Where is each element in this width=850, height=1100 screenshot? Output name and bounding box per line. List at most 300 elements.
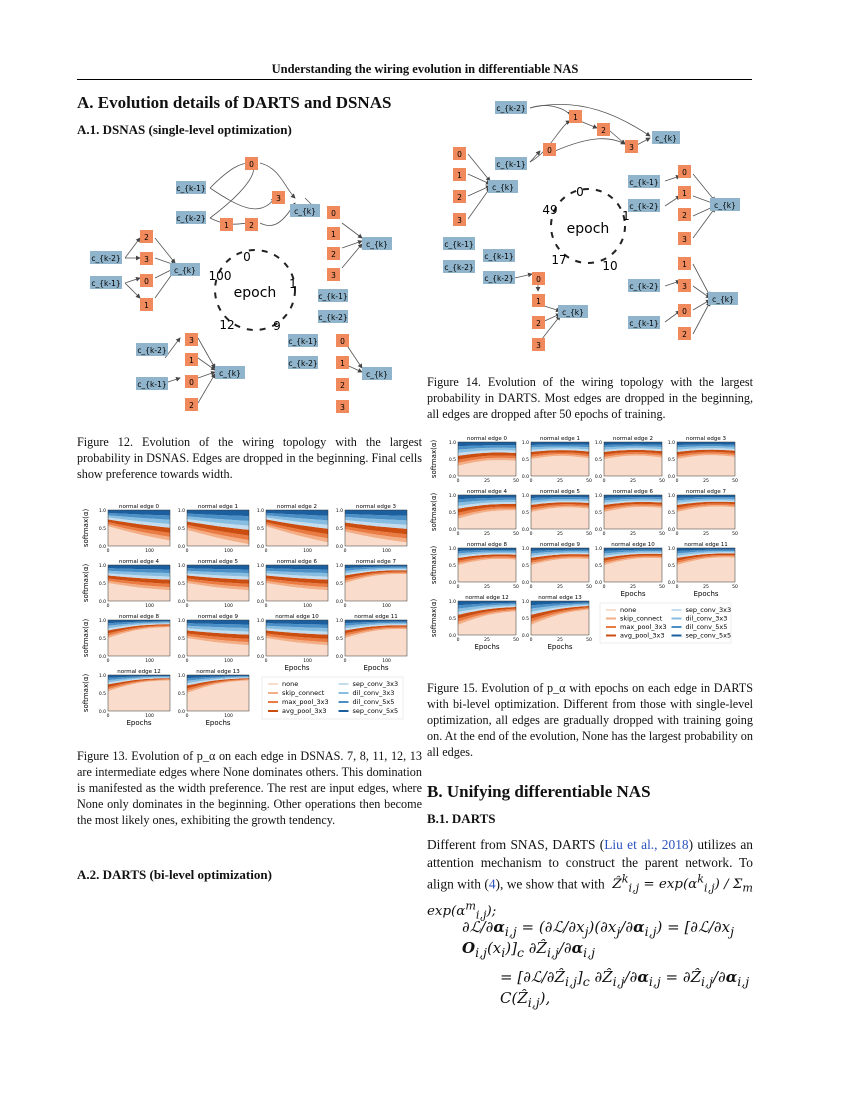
x-tick-label: 100: [224, 549, 233, 554]
x-tick-label: 100: [224, 714, 233, 719]
x-tick-label: 25: [630, 585, 636, 590]
figure14-epoch-49: 49: [542, 203, 558, 217]
edge-panel-7: [336, 559, 407, 609]
y-tick-label: 0.5: [98, 527, 106, 532]
x-tick-label: 25: [703, 585, 709, 590]
y-tick-label: 0.0: [98, 655, 106, 660]
x-tick-label: 50: [513, 585, 519, 590]
svg-text:c_{k-1}: c_{k-1}: [137, 380, 167, 389]
figure14-epoch-1: 1: [622, 209, 630, 223]
x-tick-label: 0: [106, 659, 110, 664]
figure12-epoch-1: 1: [289, 277, 297, 291]
x-tick-label: 100: [145, 604, 154, 609]
svg-text:0: 0: [249, 160, 254, 169]
y-tick-label: 1.0: [521, 600, 529, 605]
svg-text:1: 1: [573, 113, 578, 122]
legend-item-dil_conv_5x5: dil_conv_5x5: [352, 698, 395, 706]
y-tick-label: 1.0: [448, 547, 456, 552]
x-tick-label: 50: [513, 532, 519, 537]
figure15-chart: [428, 432, 758, 662]
legend-item-dil_conv_3x3: dil_conv_3x3: [685, 614, 728, 623]
x-tick-label: 0: [675, 585, 679, 590]
svg-text:2: 2: [249, 221, 254, 230]
y-tick-label: 1.0: [256, 509, 264, 514]
x-tick-label: 100: [382, 659, 391, 664]
x-axis-label: Epochs: [474, 643, 500, 651]
y-tick-label: 0.0: [256, 545, 264, 550]
svg-text:1: 1: [144, 301, 149, 310]
x-tick-label: 0: [675, 479, 679, 484]
y-tick-label: 0.5: [667, 458, 675, 463]
svg-text:c_{k-2}: c_{k-2}: [444, 263, 474, 272]
y-tick-label: 1.0: [594, 441, 602, 446]
svg-text:0: 0: [189, 378, 194, 387]
y-tick-label: 1.0: [335, 619, 343, 624]
y-tick-label: 0.0: [667, 581, 675, 586]
panel-title: normal edge 11: [354, 614, 398, 620]
area-none: [604, 456, 662, 476]
svg-text:c_{k-2}: c_{k-2}: [484, 274, 514, 283]
running-title: Understanding the wiring evolution in differentiable NAS: [271, 62, 579, 76]
legend-item-sep_conv_3x3: sep_conv_3x3: [685, 606, 732, 614]
y-tick-label: 1.0: [256, 564, 264, 569]
svg-text:c_{k-2}: c_{k-2}: [318, 313, 348, 322]
svg-text:2: 2: [682, 211, 687, 220]
svg-text:2: 2: [144, 233, 149, 242]
x-axis-label: Epochs: [284, 664, 310, 672]
legend-item-sep_conv_5x5: sep_conv_5x5: [352, 707, 399, 715]
y-tick-label: 0.5: [448, 564, 456, 569]
y-tick-label: 1.0: [256, 619, 264, 624]
y-tick-label: 1.0: [177, 674, 185, 679]
svg-text:c_{k-1}: c_{k-1}: [176, 184, 206, 193]
figure12-epoch-0: 0: [243, 250, 251, 264]
x-tick-label: 0: [343, 549, 347, 554]
svg-text:c_{k-1}: c_{k-1}: [496, 160, 526, 169]
figure12-diagram: [80, 148, 400, 418]
panel-title: normal edge 2: [612, 436, 654, 442]
y-tick-label: 0.5: [177, 527, 185, 532]
svg-text:2: 2: [457, 193, 462, 202]
panel-title: normal edge 11: [684, 542, 728, 548]
y-tick-label: 0.0: [667, 475, 675, 480]
y-tick-label: 0.5: [667, 511, 675, 516]
x-tick-label: 0: [456, 532, 460, 537]
edge-panel-6: [257, 559, 328, 609]
svg-text:0: 0: [682, 168, 687, 177]
legend: [600, 603, 731, 643]
y-tick-label: 0.0: [98, 545, 106, 550]
svg-text:c_{k}: c_{k}: [492, 183, 514, 192]
y-tick-label: 0.5: [177, 637, 185, 642]
x-tick-label: 50: [732, 585, 738, 590]
x-tick-label: 0: [185, 659, 189, 664]
x-tick-label: 0: [456, 479, 460, 484]
x-tick-label: 50: [659, 532, 665, 537]
y-tick-label: 0.5: [335, 637, 343, 642]
x-tick-label: 50: [513, 479, 519, 484]
panel-title: normal edge 10: [611, 542, 655, 548]
x-tick-label: 0: [343, 659, 347, 664]
svg-text:0: 0: [331, 209, 336, 218]
y-tick-label: 1.0: [177, 564, 185, 569]
area-none: [604, 507, 662, 529]
x-axis-label: Epochs: [363, 664, 389, 672]
svg-text:c_{k-2}: c_{k-2}: [288, 359, 318, 368]
display-equation-line-2: = $[\partial ℒ/\partial Ẑ_{i,j}]_c$ $\partial Ẑ_{i,j}/\partial\alpha_{i,j}$ = $\partial Ẑ_{i,j}/\partial\alpha_{i,j}$ C(Ẑ$_{i,j}$),: [500, 968, 750, 1010]
svg-text:0: 0: [144, 277, 149, 286]
y-tick-label: 1.0: [98, 509, 106, 514]
x-tick-label: 25: [484, 585, 490, 590]
x-tick-label: 100: [145, 659, 154, 664]
svg-text:1: 1: [682, 260, 687, 269]
panel-title: normal edge 0: [118, 504, 160, 510]
x-tick-label: 100: [303, 549, 312, 554]
svg-text:2: 2: [601, 126, 606, 135]
svg-text:2: 2: [536, 319, 541, 328]
y-tick-label: 1.0: [98, 564, 106, 569]
panel-title: normal edge 9: [539, 542, 581, 548]
x-tick-label: 50: [513, 638, 519, 643]
svg-text:c_{k}: c_{k}: [562, 308, 584, 317]
panel-title: normal edge 9: [197, 614, 239, 620]
svg-text:c_{k}: c_{k}: [714, 201, 736, 210]
x-tick-label: 0: [185, 549, 189, 554]
figure14-epoch-label: epoch: [566, 221, 610, 237]
legend-item-none: none: [282, 680, 299, 688]
y-tick-label: 1.0: [521, 494, 529, 499]
svg-text:c_{k-2}: c_{k-2}: [176, 214, 206, 223]
y-tick-label: 0.0: [521, 581, 529, 586]
svg-text:0: 0: [340, 337, 345, 346]
edge-panel-10: [595, 542, 665, 590]
edge-panel-7: [668, 489, 738, 537]
legend-item-skip_connect: skip_connect: [282, 689, 325, 697]
legend-item-max_pool_3x3: max_pool_3x3: [282, 698, 329, 706]
y-tick-label: 0.0: [594, 475, 602, 480]
y-tick-label: 0.5: [594, 564, 602, 569]
y-tick-label: 0.5: [335, 582, 343, 587]
panel-title: normal edge 6: [612, 489, 654, 495]
y-axis-label: softmax(α): [430, 492, 438, 532]
x-tick-label: 100: [382, 549, 391, 554]
x-tick-label: 0: [106, 714, 110, 719]
figure13-chart: [80, 497, 420, 735]
edge-panel-2: [595, 436, 665, 484]
x-tick-label: 0: [529, 585, 533, 590]
legend-item-max_pool_3x3: max_pool_3x3: [620, 623, 667, 631]
svg-text:c_{k-1}: c_{k-1}: [484, 252, 514, 261]
svg-text:c_{k-1}: c_{k-1}: [288, 337, 318, 346]
svg-text:c_{k-2}: c_{k-2}: [629, 282, 659, 291]
figure14-epoch-0: 0: [576, 185, 584, 199]
y-tick-label: 1.0: [594, 494, 602, 499]
area-none: [531, 507, 589, 529]
svg-text:2: 2: [340, 381, 345, 390]
svg-text:c_{k-2}: c_{k-2}: [496, 104, 526, 113]
edge-panel-11: [336, 614, 407, 664]
edge-panel-11: [668, 542, 738, 590]
section-a-title: A. Evolution details of DARTS and DSNAS: [77, 93, 392, 112]
x-tick-label: 0: [602, 585, 606, 590]
x-tick-label: 25: [557, 585, 563, 590]
figure14-caption-text: Evolution of the wiring topology with the largest probability in DARTS. Most edges are dropped in the beginning, all edges are dropped after 50 epochs of training.: [427, 375, 754, 421]
svg-text:0: 0: [682, 307, 687, 316]
panel-title: normal edge 7: [685, 489, 727, 495]
y-tick-label: 0.5: [98, 582, 106, 587]
x-tick-label: 0: [675, 532, 679, 537]
edge-panel-12: [449, 595, 519, 643]
y-tick-label: 1.0: [448, 441, 456, 446]
svg-text:c_{k-1}: c_{k-1}: [629, 178, 659, 187]
x-tick-label: 0: [264, 659, 268, 664]
svg-text:3: 3: [340, 403, 345, 412]
y-tick-label: 1.0: [335, 509, 343, 514]
edge-panel-6: [595, 489, 665, 537]
panel-title: normal edge 13: [538, 595, 582, 601]
svg-text:0: 0: [457, 150, 462, 159]
citation-liu-2018[interactable]: Liu et al., 2018: [604, 837, 689, 852]
x-tick-label: 0: [264, 549, 268, 554]
section-b1-paragraph: Different from SNAS, DARTS (Liu et al., 2018) utilizes an attention mechanism to construct the parent network. To align with (4), we show that with Ẑ$^k_{i,j}$ = $\exp(\alpha^k_{i,j}) / \Sigma_m$ $\exp(\alpha^m_{i,j})$;: [427, 837, 753, 922]
x-tick-label: 25: [484, 638, 490, 643]
y-tick-label: 0.0: [448, 475, 456, 480]
svg-text:3: 3: [682, 235, 687, 244]
edge-panel-0: [449, 436, 519, 484]
figure12-epoch-12: 12: [219, 318, 235, 332]
y-tick-label: 0.0: [521, 634, 529, 639]
y-tick-label: 1.0: [98, 619, 106, 624]
svg-text:c_{k}: c_{k}: [219, 369, 241, 378]
x-tick-label: 100: [303, 659, 312, 664]
svg-text:3: 3: [144, 255, 149, 264]
y-tick-label: 0.5: [521, 511, 529, 516]
subsection-a1-title: A.1. DSNAS (single-level optimization): [77, 122, 292, 137]
panel-title: normal edge 0: [466, 436, 508, 442]
y-axis-label: softmax(α): [82, 508, 90, 548]
svg-text:c_{k}: c_{k}: [366, 240, 388, 249]
svg-text:3: 3: [331, 271, 336, 280]
svg-text:c_{k-1}: c_{k-1}: [629, 319, 659, 328]
y-tick-label: 0.5: [177, 582, 185, 587]
svg-text:c_{k-2}: c_{k-2}: [137, 346, 167, 355]
area-none: [531, 456, 589, 476]
figure12-epoch-100: 100: [208, 269, 232, 283]
y-tick-label: 0.0: [594, 528, 602, 533]
panel-title: normal edge 5: [539, 489, 581, 495]
x-tick-label: 0: [106, 604, 110, 609]
y-tick-label: 0.5: [448, 458, 456, 463]
y-tick-label: 0.0: [177, 655, 185, 660]
edge-panel-4: [99, 559, 170, 609]
x-tick-label: 0: [264, 604, 268, 609]
x-axis-label: Epochs: [126, 719, 152, 727]
edge-panel-9: [178, 614, 249, 664]
y-tick-label: 0.0: [594, 581, 602, 586]
x-tick-label: 0: [456, 638, 460, 643]
svg-text:c_{k-2}: c_{k-2}: [91, 254, 121, 263]
y-tick-label: 0.0: [667, 528, 675, 533]
svg-text:c_{k-1}: c_{k-1}: [91, 279, 121, 288]
y-tick-label: 1.0: [667, 494, 675, 499]
x-tick-label: 50: [586, 532, 592, 537]
svg-text:3: 3: [457, 216, 462, 225]
svg-text:c_{k-2}: c_{k-2}: [629, 202, 659, 211]
y-tick-label: 0.5: [521, 458, 529, 463]
y-tick-label: 1.0: [521, 547, 529, 552]
svg-text:3: 3: [276, 194, 281, 203]
x-tick-label: 0: [529, 638, 533, 643]
legend-item-dil_conv_3x3: dil_conv_3x3: [352, 689, 395, 697]
y-tick-label: 1.0: [667, 441, 675, 446]
panel-title: normal edge 7: [355, 559, 397, 565]
x-tick-label: 0: [343, 604, 347, 609]
panel-title: normal edge 3: [685, 436, 727, 442]
svg-text:0: 0: [547, 146, 552, 155]
panel-title: normal edge 10: [275, 614, 319, 620]
svg-text:c_{k-1}: c_{k-1}: [444, 240, 474, 249]
figure12-caption-text: Evolution of the wiring topology with the largest probability in DSNAS. Edges are dropped in the beginning. Final cells show preference towards width.: [77, 435, 422, 481]
y-axis-label: softmax(α): [82, 563, 90, 603]
legend-item-avg_pool_3x3: avg_pool_3x3: [620, 631, 665, 640]
x-tick-label: 0: [456, 585, 460, 590]
y-tick-label: 0.0: [256, 600, 264, 605]
y-tick-label: 0.5: [177, 692, 185, 697]
y-tick-label: 0.5: [594, 458, 602, 463]
x-tick-label: 100: [145, 549, 154, 554]
y-tick-label: 0.0: [448, 528, 456, 533]
figure15-caption: Figure 15. Evolution of p_α with epochs on each edge in DARTS with bi-level optimization. Different from those with single-level optimization, all edges are gradually dropped with training going on. At the end of the evolution, None has the largest probability on all edges.: [427, 681, 754, 759]
panel-title: normal edge 4: [118, 559, 160, 565]
y-tick-label: 0.0: [177, 545, 185, 550]
x-axis-label: Epochs: [547, 643, 573, 651]
svg-text:c_{k}: c_{k}: [712, 295, 734, 304]
edge-panel-13: [522, 595, 592, 643]
y-axis-label: softmax(α): [430, 545, 438, 585]
panel-title: normal edge 1: [539, 436, 581, 442]
y-tick-label: 0.5: [667, 564, 675, 569]
edge-panel-0: [99, 504, 170, 554]
y-tick-label: 0.0: [177, 600, 185, 605]
x-axis-label: Epochs: [205, 719, 231, 727]
edge-panel-2: [257, 504, 328, 554]
y-tick-label: 1.0: [448, 600, 456, 605]
svg-text:2: 2: [331, 250, 336, 259]
svg-text:c_{k}: c_{k}: [294, 207, 316, 216]
area-none: [677, 455, 735, 476]
figure15-caption-text: Evolution of p_α with epochs on each edge in DARTS with bi-level optimization. Different from those with single-level optimization, all edges are gradually dropped with training going on. At the end of the evolution, None has the largest probability on all edges.: [427, 681, 754, 759]
y-tick-label: 0.0: [335, 545, 343, 550]
x-tick-label: 50: [732, 479, 738, 484]
edge-panel-1: [178, 504, 249, 554]
svg-text:1: 1: [682, 189, 687, 198]
legend-item-dil_conv_5x5: dil_conv_5x5: [685, 623, 728, 631]
svg-text:1: 1: [340, 359, 345, 368]
edge-panel-1: [522, 436, 592, 484]
x-tick-label: 100: [145, 714, 154, 719]
y-axis-label: softmax(α): [430, 439, 438, 479]
panel-title: normal edge 8: [118, 614, 160, 620]
x-tick-label: 100: [224, 659, 233, 664]
x-tick-label: 50: [659, 585, 665, 590]
panel-title: normal edge 8: [466, 542, 508, 548]
y-tick-label: 0.0: [98, 710, 106, 715]
edge-panel-5: [178, 559, 249, 609]
y-tick-label: 1.0: [594, 547, 602, 552]
legend-item-skip_connect: skip_connect: [620, 614, 663, 623]
legend: [262, 677, 403, 719]
subsection-a2-title: A.2. DARTS (bi-level optimization): [77, 867, 272, 882]
x-tick-label: 25: [484, 532, 490, 537]
equation-ref-4[interactable]: 4: [488, 876, 496, 892]
y-tick-label: 0.5: [98, 692, 106, 697]
svg-text:c_{k}: c_{k}: [366, 370, 388, 379]
y-tick-label: 1.0: [448, 494, 456, 499]
x-tick-label: 0: [602, 532, 606, 537]
figure14-caption: Figure 14. Evolution of the wiring topology with the largest probability in DARTS. Most edges are dropped in the beginning, all edges are dropped after 50 epochs of training.: [427, 375, 754, 421]
y-tick-label: 0.0: [335, 600, 343, 605]
y-tick-label: 0.5: [448, 617, 456, 622]
y-axis-label: softmax(α): [430, 598, 438, 638]
y-tick-label: 0.5: [256, 582, 264, 587]
svg-text:1: 1: [224, 221, 229, 230]
figure12-epoch-9: 9: [273, 319, 281, 333]
x-tick-label: 25: [703, 479, 709, 484]
y-tick-label: 0.0: [521, 475, 529, 480]
legend-item-none: none: [620, 606, 637, 614]
x-tick-label: 25: [557, 532, 563, 537]
svg-text:3: 3: [682, 282, 687, 291]
svg-text:2: 2: [189, 401, 194, 410]
panel-title: normal edge 5: [197, 559, 239, 565]
x-tick-label: 50: [586, 585, 592, 590]
legend-item-sep_conv_5x5: sep_conv_5x5: [685, 631, 732, 640]
svg-text:3: 3: [629, 143, 634, 152]
figure13-caption: Figure 13. Evolution of p_α on each edge in DSNAS. 7, 8, 11, 12, 13 are intermediate edges where None dominates others. This domination is manifested as the width preference. The rest are input edges, where None only dominates in the beginning. Other operations then become the most likely ones, exhibiting the growth tendency.: [77, 749, 422, 827]
y-tick-label: 1.0: [335, 564, 343, 569]
display-equation-line-1: $\partial ℒ/\partial\alpha_{i,j}$ = $(\partial ℒ/\partial x_j)(\partial x_j/\partial\alpha_{i,j})$ = [$\partial ℒ/\partial x_j$ $O_{i,j}(x_i)]_c$ $\partial Ẑ_{i,j}/\partial\alpha_{i,j}$: [462, 918, 735, 960]
panel-title: normal edge 2: [276, 504, 318, 510]
x-axis-label: Epochs: [693, 590, 719, 598]
y-tick-label: 0.5: [256, 637, 264, 642]
x-tick-label: 0: [185, 604, 189, 609]
svg-text:c_{k}: c_{k}: [174, 266, 196, 275]
x-tick-label: 100: [224, 604, 233, 609]
y-tick-label: 1.0: [667, 547, 675, 552]
edge-panel-4: [449, 489, 519, 537]
svg-text:2: 2: [682, 330, 687, 339]
panel-title: normal edge 12: [465, 595, 509, 601]
y-tick-label: 1.0: [177, 509, 185, 514]
edge-panel-3: [336, 504, 407, 554]
x-tick-label: 25: [557, 479, 563, 484]
y-tick-label: 0.5: [98, 637, 106, 642]
x-tick-label: 25: [630, 479, 636, 484]
y-axis-label: softmax(α): [82, 673, 90, 713]
svg-text:1: 1: [331, 230, 336, 239]
y-tick-label: 1.0: [177, 619, 185, 624]
inline-math-z-hat: Ẑ$^k_{i,j}$ = $\exp(\alpha^k_{i,j}) / \Sigma_m$ $\exp(\alpha^m_{i,j})$;: [427, 873, 753, 922]
section-b-title: B. Unifying differentiable NAS: [427, 782, 651, 801]
panel-title: normal edge 4: [466, 489, 508, 495]
figure14-epoch-10: 10: [602, 259, 618, 273]
svg-text:3: 3: [536, 341, 541, 350]
x-tick-label: 50: [659, 479, 665, 484]
y-tick-label: 0.5: [448, 511, 456, 516]
x-tick-label: 0: [106, 549, 110, 554]
legend-item-avg_pool_3x3: avg_pool_3x3: [282, 707, 327, 715]
x-tick-label: 0: [602, 479, 606, 484]
